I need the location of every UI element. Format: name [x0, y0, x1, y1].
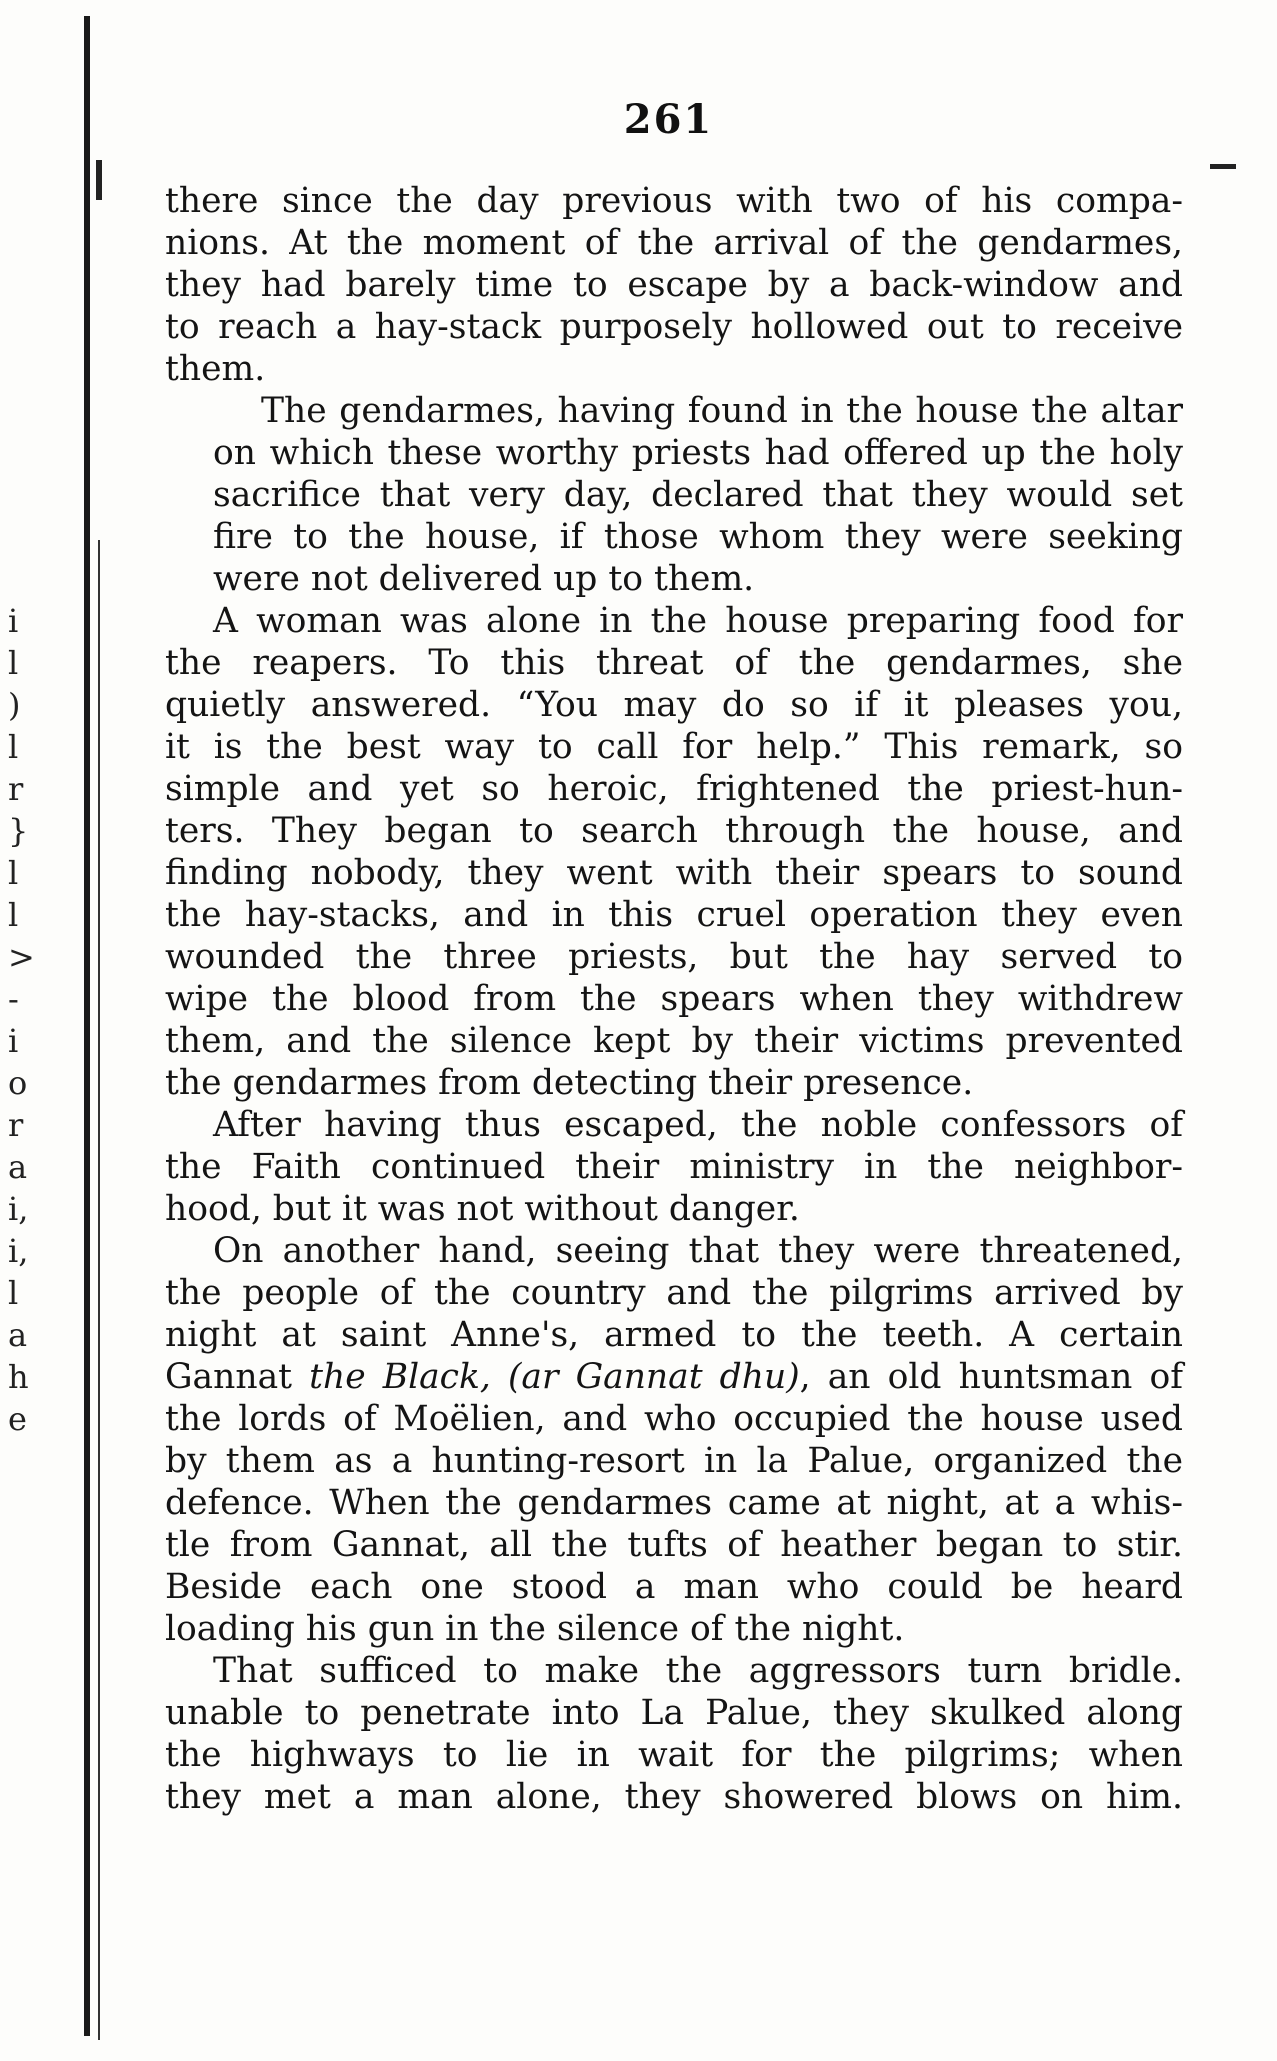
binding-edge	[84, 16, 90, 2036]
text-line: the highways to lie in wait for the pilgrims; when	[165, 1735, 1183, 1775]
text-line: A woman was alone in the house preparing food for	[213, 601, 1183, 641]
margin-fragment: h	[8, 1358, 29, 1396]
text-line: on which these worthy priests had offered up the holy	[213, 433, 1183, 473]
body-text	[165, 180, 1183, 1818]
text-line: nions. At the moment of the arrival of the gendarmes,	[165, 223, 1183, 263]
text-line: the gendarmes from detecting their presence.	[165, 1063, 974, 1103]
margin-fragment: i,	[8, 1190, 29, 1228]
margin-fragment: l	[8, 896, 19, 934]
paragraph-6	[165, 1650, 1183, 1818]
text-line: tle from Gannat, all the tufts of heather began to stir.	[165, 1525, 1183, 1565]
text-line: ters. They began to search through the house, and	[165, 811, 1183, 851]
margin-fragment: l	[8, 854, 19, 892]
margin-fragment: o	[8, 1064, 28, 1102]
text-line: the people of the country and the pilgrims arrived by	[165, 1273, 1183, 1313]
paragraph-4	[165, 1104, 1183, 1230]
text-line: them.	[165, 349, 266, 389]
paragraph-5	[165, 1230, 1183, 1650]
margin-dash	[1210, 164, 1236, 169]
text-line: defence. When the gendarmes came at night, at a whis-	[165, 1483, 1183, 1523]
text-line: by them as a hunting-resort in la Palue, organized the	[165, 1441, 1183, 1481]
margin-fragment: i	[8, 602, 19, 640]
page-number: 261	[623, 96, 714, 143]
text-line: After having thus escaped, the noble confessors of	[213, 1105, 1183, 1145]
paragraph-2	[165, 390, 1183, 600]
text-line: fire to the house, if those whom they were seeking	[213, 517, 1183, 557]
margin-fragment: l	[8, 644, 19, 682]
margin-fragment: l	[8, 1274, 19, 1312]
binding-edge-inner	[98, 540, 100, 2040]
text-line: The gendarmes, having found in the house the altar	[261, 391, 1183, 431]
text-line: the Faith continued their ministry in the neighbor-	[165, 1147, 1183, 1187]
text-line: wipe the blood from the spears when they withdrew	[165, 979, 1183, 1019]
text-line: the hay-stacks, and in this cruel operation they even	[165, 895, 1183, 935]
text-line: the reapers. To this threat of the gendarmes, she	[165, 643, 1183, 683]
margin-fragment: i,	[8, 1232, 29, 1270]
text-line: there since the day previous with two of his compa-	[165, 181, 1183, 221]
text-line: were not delivered up to them.	[213, 559, 755, 599]
margin-fragment: a	[8, 1148, 28, 1186]
margin-fragment: r	[8, 1106, 24, 1144]
text-line: to reach a hay-stack purposely hollowed out to receive	[165, 307, 1183, 347]
paragraph-3	[165, 600, 1183, 1104]
text-line: them, and the silence kept by their victims prevented	[165, 1021, 1183, 1061]
margin-fragment: }	[8, 812, 29, 850]
text-line: Beside each one stood a man who could be heard	[165, 1567, 1183, 1607]
text-line: wounded the three priests, but the hay served to	[165, 937, 1183, 977]
text-line: loading his gun in the silence of the night.	[165, 1609, 905, 1649]
text-line: finding nobody, they went with their spears to sound	[165, 853, 1183, 893]
margin-fragment: i	[8, 1022, 19, 1060]
margin-fragment: >	[8, 938, 35, 976]
text-line: That sufficed to make the aggressors turn bridle.	[213, 1651, 1183, 1691]
margin-fragment: l	[8, 728, 19, 766]
text-line: On another hand, seeing that they were threatened,	[213, 1231, 1183, 1271]
margin-fragment: e	[8, 1400, 27, 1438]
text-line: quietly answered. “You may do so if it pleases you,	[165, 685, 1183, 725]
text-line: unable to penetrate into La Palue, they skulked along	[165, 1693, 1183, 1733]
text-line: simple and yet so heroic, frightened the priest-hun-	[165, 769, 1183, 809]
text-line: sacrifice that very day, declared that they would set	[213, 475, 1183, 515]
binding-mark	[96, 160, 102, 200]
paragraph-1	[165, 180, 1183, 390]
text-line-italic: Gannat the Black, (ar Gannat dhu), an old huntsman of	[165, 1357, 1183, 1397]
text-line: they had barely time to escape by a back-window and	[165, 265, 1183, 305]
text-line: it is the best way to call for help.” This remark, so	[165, 727, 1183, 767]
text-line: the lords of Moëlien, and who occupied the house used	[165, 1399, 1183, 1439]
margin-fragment: -	[8, 980, 19, 1018]
facing-page-fragments	[8, 600, 38, 1440]
margin-fragment: a	[8, 1316, 28, 1354]
margin-fragment: )	[8, 686, 21, 724]
text-line: they met a man alone, they showered blows on him.	[165, 1777, 1183, 1817]
text-line: hood, but it was not without danger.	[165, 1189, 800, 1229]
text-line: night at saint Anne's, armed to the teeth. A certain	[165, 1315, 1183, 1355]
margin-fragment: r	[8, 770, 24, 808]
